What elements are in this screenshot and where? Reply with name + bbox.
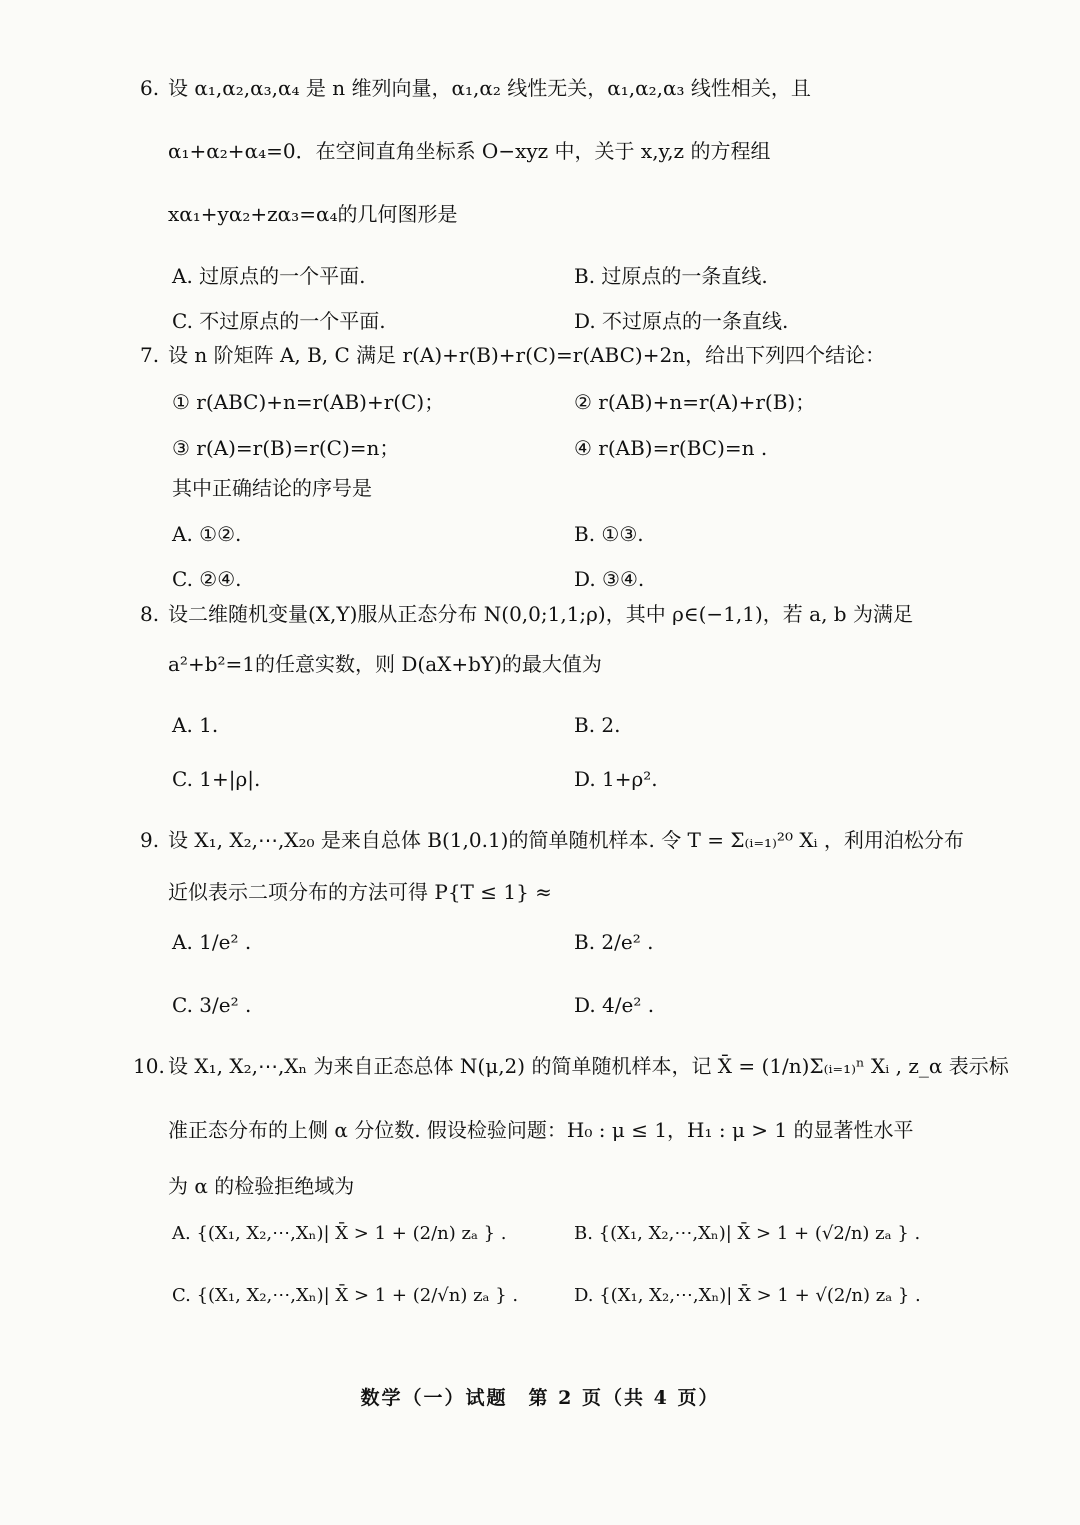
q10-line2: 准正态分布的上侧 α 分位数. 假设检验问题：H₀ : μ ≤ 1，H₁ : μ > 1 的显著性水平 xyxy=(168,1118,914,1142)
q9-line1: 设 X₁, X₂,⋯,X₂₀ 是来自总体 B(1,0.1)的简单随机样本. 令 T = Σ₍ᵢ₌₁₎²⁰ Xᵢ ，利用泊松分布 xyxy=(168,828,964,852)
page-footer: 数学（一）试题 第 2 页（共 4 页） xyxy=(360,1387,720,1409)
q9-option-c: C. 3/e² . xyxy=(172,993,252,1017)
q10-option-b: B. {(X₁, X₂,⋯,Xₙ)| X̄ > 1 + (√2/n) zₐ } . xyxy=(574,1223,921,1244)
q8-option-a: A. 1. xyxy=(172,713,219,737)
q7-number: 7. xyxy=(140,343,160,367)
q7-option-b: B. ①③. xyxy=(574,522,644,546)
q9-option-b: B. 2/e² . xyxy=(574,930,654,954)
q6-option-c: C. 不过原点的一个平面. xyxy=(172,309,386,333)
q8-line1: 设二维随机变量(X,Y)服从正态分布 N(0,0;1,1;ρ)，其中 ρ∈(−1,1)，若 a, b 为满足 xyxy=(168,602,913,626)
q9-option-a: A. 1/e² . xyxy=(172,930,252,954)
q9-number: 9. xyxy=(140,828,160,852)
q6-option-b: B. 过原点的一条直线. xyxy=(574,264,768,288)
q7-option-c: C. ②④. xyxy=(172,567,242,591)
q9-option-d: D. 4/e² . xyxy=(574,993,655,1017)
q8-number: 8. xyxy=(140,602,160,626)
q10-option-a: A. {(X₁, X₂,⋯,Xₙ)| X̄ > 1 + (2/n) zₐ } . xyxy=(172,1223,507,1244)
q7-conclusion-1: ① r(ABC)+n=r(AB)+r(C)； xyxy=(172,390,445,414)
q7-conclusion-2: ② r(AB)+n=r(A)+r(B)； xyxy=(574,390,816,414)
q6-line1: 设 α₁,α₂,α₃,α₄ 是 n 维列向量，α₁,α₂ 线性无关，α₁,α₂,α₃ 线性相关，且 xyxy=(168,76,811,100)
q10-option-c: C. {(X₁, X₂,⋯,Xₙ)| X̄ > 1 + (2/√n) zₐ } . xyxy=(172,1285,519,1306)
q7-conclusion-3: ③ r(A)=r(B)=r(C)=n； xyxy=(172,436,400,460)
q7-prompt: 其中正确结论的序号是 xyxy=(172,476,372,500)
q6-option-d: D. 不过原点的一条直线. xyxy=(574,309,789,333)
q6-option-a: A. 过原点的一个平面. xyxy=(172,264,366,288)
q10-line1: 设 X₁, X₂,⋯,Xₙ 为来自正态总体 N(μ,2) 的简单随机样本，记 X̄ = (1/n)Σ₍ᵢ₌₁₎ⁿ Xᵢ , z_α 表示标 xyxy=(168,1054,1009,1078)
q7-conclusion-4: ④ r(AB)=r(BC)=n . xyxy=(574,436,768,460)
q8-option-b: B. 2. xyxy=(574,713,621,737)
q8-line2: a²+b²=1的任意实数，则 D(aX+bY)的最大值为 xyxy=(168,652,602,676)
q7-option-a: A. ①②. xyxy=(172,522,242,546)
q10-line3: 为 α 的检验拒绝域为 xyxy=(168,1174,355,1198)
q10-number: 10. xyxy=(133,1054,165,1078)
q8-option-c: C. 1+|ρ|. xyxy=(172,767,261,791)
q9-line2: 近似表示二项分布的方法可得 P{T ≤ 1} ≈ xyxy=(168,880,552,904)
q7-line1: 设 n 阶矩阵 A, B, C 满足 r(A)+r(B)+r(C)=r(ABC)+2n，给出下列四个结论： xyxy=(168,343,886,367)
q7-option-d: D. ③④. xyxy=(574,567,645,591)
q6-line3: xα₁+yα₂+zα₃=α₄的几何图形是 xyxy=(168,202,458,226)
q8-option-d: D. 1+ρ². xyxy=(574,767,658,791)
q6-line2: α₁+α₂+α₄=0．在空间直角坐标系 O−xyz 中，关于 x,y,z 的方程组 xyxy=(168,139,771,163)
q10-option-d: D. {(X₁, X₂,⋯,Xₙ)| X̄ > 1 + √(2/n) zₐ } . xyxy=(574,1285,921,1306)
q6-number: 6. xyxy=(140,76,160,100)
